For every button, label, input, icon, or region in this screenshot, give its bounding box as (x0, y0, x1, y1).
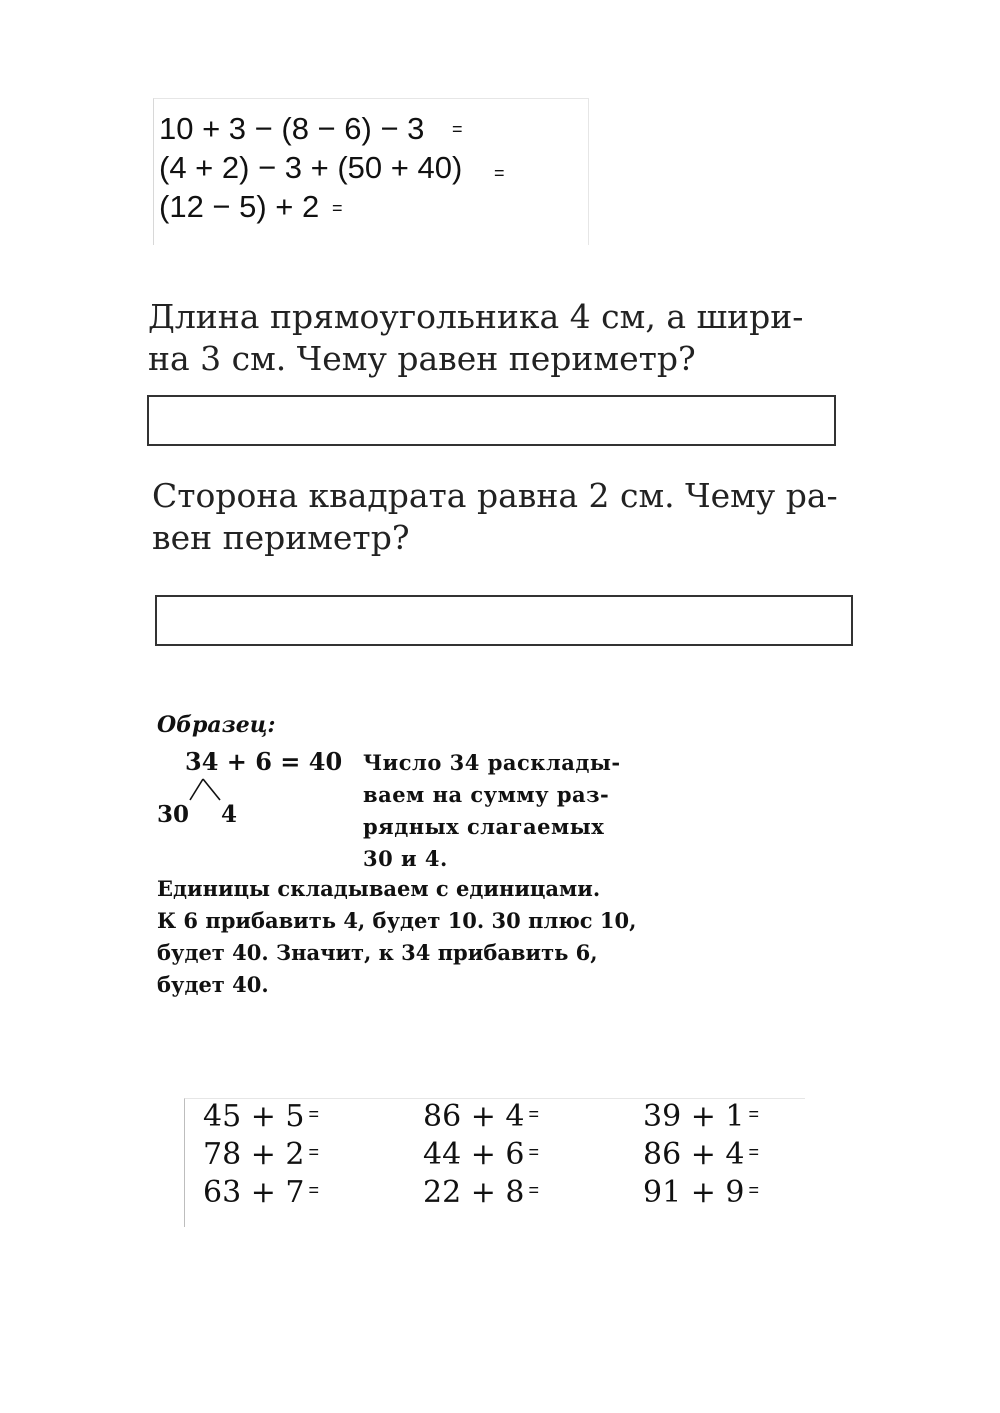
problem-square (152, 475, 872, 559)
explain-line: 30 и 4. (363, 846, 448, 871)
equals-sign: = (332, 198, 343, 218)
explain-line: Число 34 расклады- (363, 750, 621, 775)
explain-line: ваем на сумму раз- (363, 782, 610, 807)
expression-2 (159, 150, 462, 186)
exercise-text: 91 + 9 (643, 1175, 745, 1210)
problem-line: на 3 см. Чему равен периметр? (148, 339, 696, 378)
exercise-text: 86 + 4 (643, 1137, 745, 1172)
sample-title: Образец: (157, 712, 276, 738)
expression-text: (4 + 2) − 3 + (50 + 40) (159, 150, 463, 185)
split-right: 4 (221, 801, 238, 828)
exercise-item (203, 1175, 319, 1210)
split-diagram-icon (186, 776, 226, 802)
expression-1 (159, 111, 424, 147)
split-left: 30 (157, 801, 190, 828)
rule-line: будет 40. (157, 972, 269, 997)
equals-sign: = (308, 1104, 319, 1124)
exercise-item (203, 1137, 319, 1172)
exercise-item (423, 1175, 539, 1210)
equals-sign: = (528, 1180, 539, 1200)
equals-sign: = (452, 119, 463, 139)
rule-line: будет 40. Значит, к 34 прибавить 6, (157, 940, 598, 965)
exercise-text: 22 + 8 (423, 1175, 525, 1210)
answer-box-rectangle[interactable] (147, 395, 836, 446)
exercise-item (203, 1099, 319, 1134)
answer-box-square[interactable] (155, 595, 853, 646)
equals-sign: = (308, 1142, 319, 1162)
equals-sign: = (748, 1104, 759, 1124)
expressions-block (153, 98, 589, 245)
exercise-text: 39 + 1 (643, 1099, 745, 1134)
problem-line: вен периметр? (152, 518, 410, 557)
expression-text: 10 + 3 − (8 − 6) − 3 (159, 111, 425, 146)
expression-text: (12 − 5) + 2 (159, 189, 320, 224)
exercise-text: 44 + 6 (423, 1137, 525, 1172)
explain-line: рядных слагаемых (363, 814, 605, 839)
rule-line: К 6 прибавить 4, будет 10. 30 плюс 10, (157, 908, 637, 933)
problem-line: Сторона квадрата равна 2 см. Чему ра- (152, 476, 838, 515)
equals-sign: = (528, 1104, 539, 1124)
equals-sign: = (748, 1180, 759, 1200)
sample-explanation (363, 747, 621, 875)
sample-rule (157, 873, 636, 1001)
equals-sign: = (748, 1142, 759, 1162)
rule-line: Единицы складываем с единицами. (157, 876, 601, 901)
exercise-text: 78 + 2 (203, 1137, 305, 1172)
sample-equation: 34 + 6 = 40 (185, 747, 343, 776)
exercise-text: 86 + 4 (423, 1099, 525, 1134)
exercise-item (643, 1099, 759, 1134)
expression-3 (159, 189, 319, 225)
exercise-text: 45 + 5 (203, 1099, 305, 1134)
exercise-item (643, 1175, 759, 1210)
equals-sign: = (494, 163, 505, 183)
exercise-text: 63 + 7 (203, 1175, 305, 1210)
equals-sign: = (528, 1142, 539, 1162)
exercise-item (643, 1137, 759, 1172)
exercise-item (423, 1099, 539, 1134)
problem-rectangle (148, 296, 868, 380)
problem-line: Длина прямоугольника 4 см, а шири- (148, 297, 804, 336)
exercise-item (423, 1137, 539, 1172)
equals-sign: = (308, 1180, 319, 1200)
exercises-block (184, 1098, 805, 1227)
